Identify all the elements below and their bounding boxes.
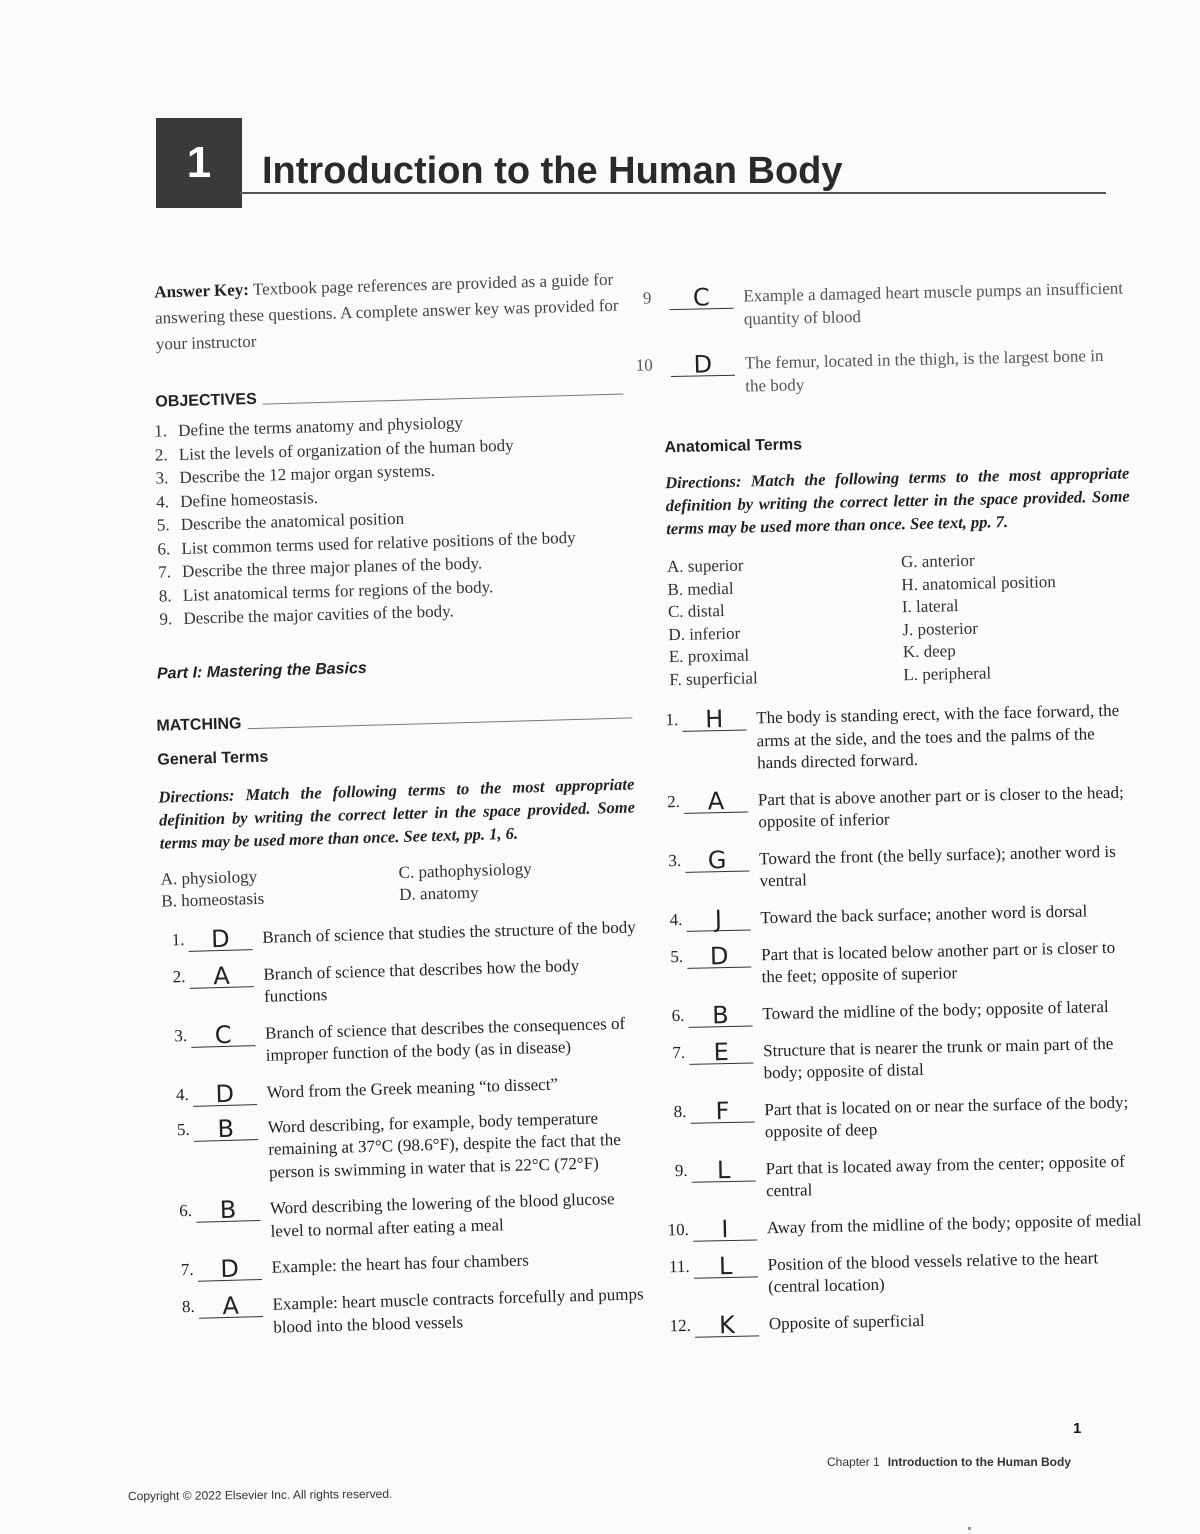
question-row [158,916,638,952]
general-terms-directions: Directions: Match the following terms to the most appropriate definition by writing the correct letter in the space provided. Some terms may be used more than once. See text, pp. 1, 6. [158,773,636,853]
objectives-heading [155,381,623,412]
item-number: 7. [157,562,172,582]
left-column [140,267,649,1342]
answer-blank[interactable]: A [198,1294,263,1319]
footer-chapter-label: Chapter 1 [827,1455,880,1469]
question-number: 7. [672,1042,686,1062]
question-text: Branch of science that describes the consequences of improper function of the body (as in disease) [264,1013,626,1065]
answer-blank[interactable]: D [197,1257,262,1282]
question-text: The body is standing erect, with the face forward, the arms at the side, and the toes and the palms of the hands directed forward. [755,700,1120,773]
part-heading: Part I: Mastering the Basics [156,659,367,683]
anatomical-terms-options [667,546,1134,691]
item-text: Describe the three major planes of the body. [181,553,483,581]
item-number: 6. [157,538,171,559]
question-number: 8. [181,1296,195,1317]
option-item: H. anatomical position [901,571,1056,594]
matching-heading-text: MATCHING [156,714,242,735]
question-row [654,781,1137,836]
answer-blank[interactable]: L [693,1254,757,1278]
question-row [168,1283,649,1341]
answer-key-text: Textbook page references are provided as a guide for answering these questions. A complete answer key was provided for your instructor [154,269,619,354]
question-number: 4. [175,1084,190,1104]
question-row [663,1209,1145,1242]
chapter-number-badge: 1 [156,118,242,208]
option-item: C. distal [667,600,725,622]
item-text: Describe the major cavities of the body. [183,601,454,628]
question-row [627,345,1128,400]
objectives-list [154,407,630,632]
general-terms-heading: General Terms [157,748,269,769]
question-number: 12. [669,1315,692,1335]
copyright-notice: Copyright © 2022 Elsevier Inc. All rights reserved. [127,1486,393,1504]
answer-blank[interactable]: B [193,1117,258,1142]
answer-blank[interactable]: C [669,286,733,310]
question-row [658,995,1140,1028]
question-number: 1. [171,929,185,949]
general-terms-options [160,855,637,913]
question-row [657,936,1140,991]
question-text: Toward the front (the belly surface); another word is ventral [758,841,1116,891]
question-row [161,1012,642,1070]
answer-blank[interactable]: C [191,1023,256,1048]
question-row [655,840,1138,895]
item-number: 2. [154,444,168,465]
question-text: Word from the Greek meaning “to dissect” [266,1074,559,1102]
item-text: Describe the anatomical position [180,508,405,534]
question-text: Part that is located below another part or is closer to the feet; opposite of superior [760,937,1116,987]
answer-blank[interactable]: D [192,1082,257,1107]
answer-blank[interactable]: L [691,1158,755,1182]
objectives-heading-text: OBJECTIVES [155,390,257,411]
answer-blank[interactable]: D [687,944,751,968]
question-text: Away from the midline of the body; opposite of medial [766,1209,1142,1237]
question-number: 3. [668,850,682,870]
question-text: The femur, located in the thigh, is the largest bone in the body [744,345,1104,396]
answer-blank[interactable]: D [671,353,735,377]
question-row [162,1071,642,1107]
question-text: Part that is above another part or is closer to the head; opposite of inferior [757,782,1124,832]
question-text: Branch of science that studies the structure of the body [262,916,636,947]
general-terms-questions [158,916,649,1342]
answer-key-label: Answer Key: [154,279,250,302]
question-row [660,1091,1143,1146]
item-text: List the levels of organization of the human body [178,435,514,464]
matching-heading [156,704,632,735]
page-number: 1 [1073,1420,1082,1437]
option-item: D. anatomy [398,882,479,904]
question-row [652,699,1135,777]
question-row [166,1187,647,1245]
answer-blank[interactable]: A [684,789,748,813]
question-number: 3. [174,1025,188,1045]
item-number: 8. [158,585,172,606]
question-number: 1. [665,709,679,730]
answer-blank[interactable]: D [188,927,253,952]
general-terms-continued [625,278,1127,400]
right-column [625,270,1147,1339]
option-item: G. anterior [900,550,975,572]
answer-key-note [154,267,622,358]
item-number: 3. [155,468,169,488]
question-row [159,953,640,1011]
answer-blank[interactable]: I [693,1217,757,1241]
question-row [656,899,1138,932]
question-text: Example a damaged heart muscle pumps an insufficient quantity of blood [743,278,1124,329]
question-number: 6. [178,1200,193,1221]
question-text: Part that is located on or near the surface of the body; opposite of deep [764,1092,1129,1142]
answer-blank[interactable]: E [689,1040,753,1064]
question-text: Example: heart muscle contracts forcefully and pumps blood into the blood vessels [272,1284,644,1337]
option-item: D. inferior [668,623,741,644]
item-text: Define homeostasis. [179,487,319,511]
question-text: Part that is located away from the center; opposite of central [765,1151,1126,1201]
question-text: Word describing the lowering of the blood glucose level to normal after eating a meal [269,1189,615,1241]
question-row [661,1150,1144,1205]
question-text: Branch of science that describes how the body functions [263,955,580,1006]
question-row [625,278,1126,333]
item-text: Describe the 12 major organ systems. [179,460,436,487]
item-text: List common terms used for relative positions of the body [181,527,576,558]
question-text: Position of the blood vessels relative to the heart (central location) [767,1247,1099,1297]
question-number: 9 [642,288,652,308]
question-number: 10. [667,1219,690,1239]
option-item: B. medial [667,578,734,599]
question-row [659,1032,1142,1087]
option-item: J. posterior [902,618,979,639]
answer-blank[interactable]: G [685,848,749,872]
option-item: A. superior [666,555,744,577]
item-text: Define the terms anatomy and physiology [177,413,464,440]
question-text: Example: the heart has four chambers [271,1250,530,1277]
question-number: 4. [669,909,683,929]
option-item: L. peripheral [903,662,992,684]
question-number: 11. [668,1256,690,1276]
question-row [167,1246,647,1282]
option-item: C. pathophysiology [398,858,533,882]
option-item: E. proximal [668,645,750,667]
answer-blank[interactable]: H [682,708,746,732]
question-number: 9. [674,1160,688,1180]
scan-speck [968,1527,971,1530]
anatomical-terms-questions [652,699,1147,1337]
question-number: 5. [176,1119,190,1139]
item-number: 5. [156,515,170,535]
option-item: B. homeostasis [161,888,265,911]
question-number: 5. [670,946,684,966]
option-item: K. deep [902,641,956,662]
question-number: 10 [635,355,653,375]
answer-blank[interactable]: B [688,1003,752,1027]
question-number: 6. [671,1005,685,1025]
running-footer [827,1455,1071,1469]
question-text: Opposite of superficial [768,1310,925,1333]
question-number: 7. [180,1259,194,1280]
question-row [663,1246,1146,1301]
anatomical-terms-heading: Anatomical Terms [664,436,803,457]
item-number: 4. [155,491,170,512]
question-number: 8. [673,1101,687,1121]
question-row [163,1106,645,1187]
option-item: A. physiology [160,866,258,889]
item-number: 1. [153,421,168,441]
question-text: Toward the back surface; another word is dorsal [760,900,1088,927]
answer-blank[interactable]: K [695,1313,759,1337]
question-text: Structure that is nearer the trunk or main part of the body; opposite of distal [762,1033,1114,1083]
question-number: 2. [666,791,681,811]
question-row [665,1305,1147,1338]
chapter-title: Introduction to the Human Body [262,150,843,192]
option-item: I. lateral [901,596,959,617]
title-rule [240,192,1106,194]
answer-blank[interactable]: A [189,964,254,989]
answer-blank[interactable]: F [690,1099,754,1123]
footer-chapter-title: Introduction to the Human Body [887,1455,1072,1469]
option-item: F. superficial [669,667,758,689]
item-number: 9. [159,609,173,629]
question-number: 2. [172,966,186,986]
item-text: List anatomical terms for regions of the body. [182,576,494,605]
question-text: Toward the midline of the body; opposite of lateral [762,996,1109,1023]
question-text: Word describing, for example, body temperature remaining at 37°C (98.6°F), despite the fact that the person is swimming in water that is 22°C (72°F) [267,1108,622,1182]
answer-blank[interactable]: J [686,907,750,931]
answer-blank[interactable]: B [196,1198,261,1223]
anatomical-terms-directions: Directions: Match the following terms to the most appropriate definition by writing the correct letter in the space provided. Some terms may be used more than once. See text, pp. 7. [665,463,1130,539]
